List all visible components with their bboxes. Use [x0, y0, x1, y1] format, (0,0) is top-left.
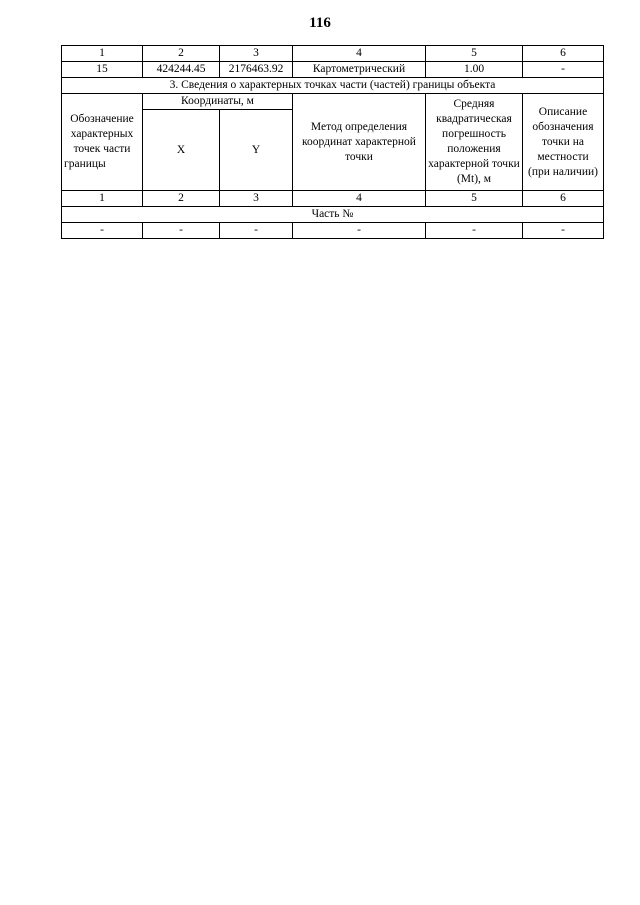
- section-header-row: [62, 94, 604, 110]
- table-row: [62, 223, 604, 239]
- section-title-row: [62, 78, 604, 94]
- header-cell: 1: [62, 46, 143, 62]
- section-title: 3. Сведения о характерных точках части (частей) границы объекта: [62, 78, 604, 94]
- column-number: 2: [143, 191, 220, 207]
- method-cell: Картометрический: [293, 62, 426, 78]
- method-header: Метод определения координат характерной точки: [293, 94, 426, 191]
- prev-table-header-row: [62, 46, 604, 62]
- column-number: 3: [220, 191, 293, 207]
- column-number-row: [62, 191, 604, 207]
- description-cell: -: [523, 62, 604, 78]
- table-row: [62, 62, 604, 78]
- error-header: Средняя квадратическая погрешность положения характерной точки (Mt), м: [426, 94, 523, 191]
- column-number: 5: [426, 191, 523, 207]
- header-cell: 4: [293, 46, 426, 62]
- header-cell: 5: [426, 46, 523, 62]
- header-cell: 2: [143, 46, 220, 62]
- empty-cell: -: [62, 223, 143, 239]
- empty-cell: -: [220, 223, 293, 239]
- column-number: 4: [293, 191, 426, 207]
- description-header: Описание обозначения точки на местности (при наличии): [523, 94, 604, 191]
- page-number: 116: [309, 15, 331, 31]
- column-number: 1: [62, 191, 143, 207]
- x-header: X: [143, 110, 220, 191]
- empty-cell: -: [523, 223, 604, 239]
- part-label-row: [62, 207, 604, 223]
- y-header: Y: [220, 110, 293, 191]
- boundary-points-table: [61, 45, 604, 239]
- part-label: Часть №: [62, 207, 604, 223]
- error-cell: 1.00: [426, 62, 523, 78]
- empty-cell: -: [426, 223, 523, 239]
- header-cell: 6: [523, 46, 604, 62]
- x-coordinate-cell: 424244.45: [143, 62, 220, 78]
- point-designation-header: Обозначение характерных точек части границы: [62, 94, 143, 191]
- empty-cell: -: [293, 223, 426, 239]
- coordinates-header: Координаты, м: [143, 94, 293, 110]
- header-cell: 3: [220, 46, 293, 62]
- column-number: 6: [523, 191, 604, 207]
- empty-cell: -: [143, 223, 220, 239]
- y-coordinate-cell: 2176463.92: [220, 62, 293, 78]
- point-number-cell: 15: [62, 62, 143, 78]
